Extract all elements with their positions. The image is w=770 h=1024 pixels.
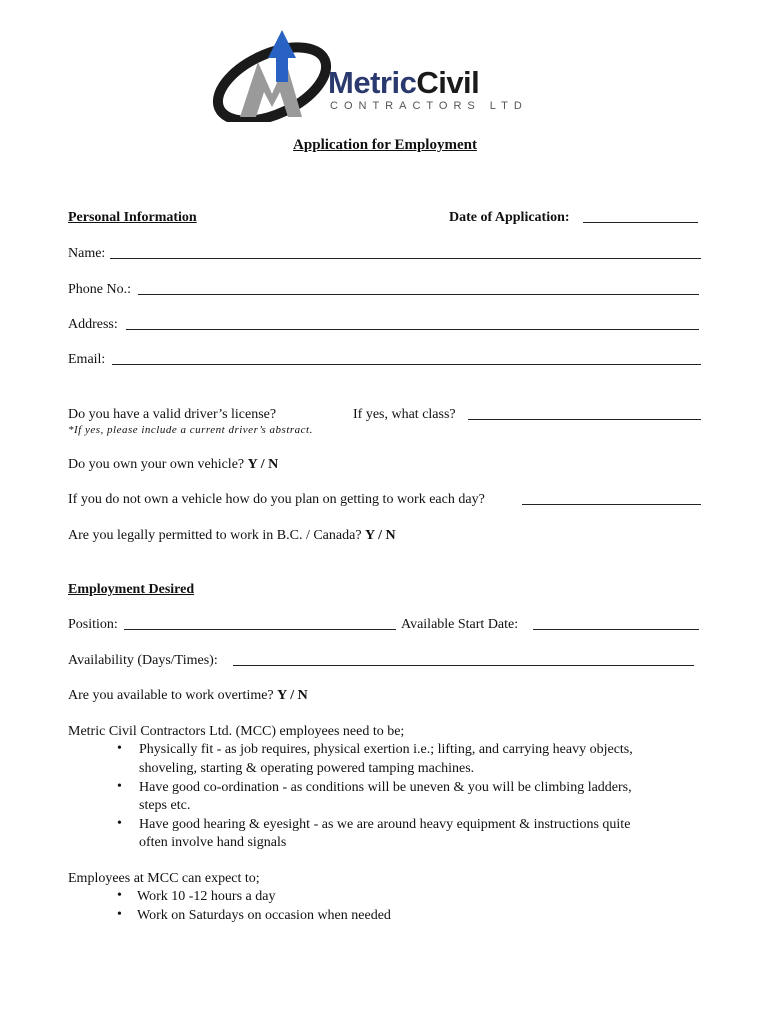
bullet-icon: •	[117, 907, 122, 922]
company-logo	[210, 22, 560, 122]
requirement-2-line2: steps etc.	[139, 798, 191, 813]
email-field[interactable]	[112, 364, 701, 365]
name-label: Name:	[68, 246, 106, 261]
requirement-1-line2: shoveling, starting & operating powered tamping machines.	[139, 761, 475, 776]
requirements-intro: Metric Civil Contractors Ltd. (MCC) employees need to be;	[68, 724, 405, 739]
bullet-icon: •	[117, 779, 122, 794]
vehicle-question-row	[68, 456, 278, 474]
start-date-field[interactable]	[533, 629, 699, 630]
permit-question-row	[68, 527, 396, 545]
bullet-icon: •	[117, 888, 122, 903]
vehicle-question: Do you own your own vehicle?	[68, 457, 245, 472]
name-field[interactable]	[110, 258, 701, 259]
phone-field[interactable]	[138, 294, 699, 295]
form-title: Application for Employment	[293, 137, 477, 153]
expect-item-1: Work 10 -12 hours a day	[137, 889, 276, 904]
license-question: Do you have a valid driver’s license?	[68, 407, 277, 422]
permit-yes-no[interactable]: Y / N	[365, 528, 396, 543]
start-date-label: Available Start Date:	[401, 617, 519, 632]
address-label: Address:	[68, 317, 118, 332]
personal-info-heading: Personal Information	[68, 210, 197, 225]
expect-intro: Employees at MCC can expect to;	[68, 871, 260, 886]
phone-label: Phone No.:	[68, 282, 131, 297]
address-field[interactable]	[126, 329, 699, 330]
license-class-label: If yes, what class?	[353, 407, 456, 422]
overtime-question: Are you available to work overtime?	[68, 688, 274, 703]
overtime-yes-no[interactable]: Y / N	[277, 688, 308, 703]
permit-question: Are you legally permitted to work in B.C. / Canada?	[68, 528, 362, 543]
position-field[interactable]	[124, 629, 396, 630]
requirement-3-line1: Have good hearing & eyesight - as we are around heavy equipment & instructions quite	[139, 817, 631, 832]
date-of-application-label: Date of Application:	[449, 210, 570, 225]
availability-field[interactable]	[233, 665, 694, 666]
logo-brand-civil: Civil	[416, 65, 480, 100]
license-class-field[interactable]	[468, 419, 701, 420]
email-label: Email:	[68, 352, 106, 367]
license-note: *If yes, please include a current driver’s abstract.	[68, 424, 313, 436]
expect-item-2: Work on Saturdays on occasion when needed	[137, 908, 391, 923]
bullet-icon: •	[117, 741, 122, 756]
requirement-1-line1: Physically fit - as job requires, physical exertion i.e.; lifting, and carrying heavy objects,	[139, 742, 633, 757]
commute-field[interactable]	[522, 504, 701, 505]
bullet-icon: •	[117, 816, 122, 831]
logo-swoosh-icon	[210, 22, 340, 122]
availability-label: Availability (Days/Times):	[68, 653, 218, 668]
overtime-question-row	[68, 687, 308, 705]
requirement-2-line1: Have good co-ordination - as conditions will be uneven & you will be climbing ladders,	[139, 780, 632, 795]
requirement-3-line2: often involve hand signals	[139, 835, 287, 850]
commute-question: If you do not own a vehicle how do you plan on getting to work each day?	[68, 492, 485, 507]
employment-desired-heading: Employment Desired	[68, 582, 195, 597]
vehicle-yes-no[interactable]: Y / N	[247, 457, 279, 472]
logo-brand-metric: Metric	[328, 65, 417, 100]
date-of-application-field[interactable]	[583, 222, 698, 223]
logo-tagline: CONTRACTORS LTD	[330, 100, 528, 112]
position-label: Position:	[68, 617, 118, 632]
